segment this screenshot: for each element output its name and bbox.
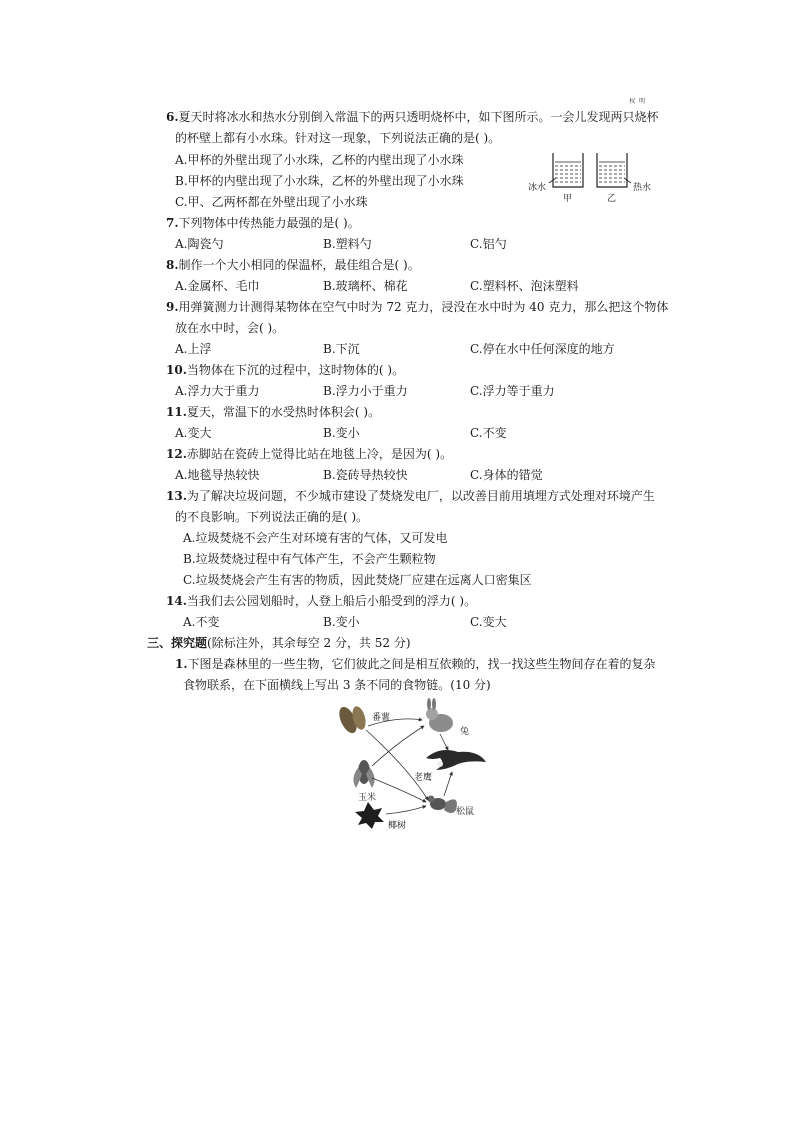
q7-stem-line — [166, 215, 360, 231]
rabbit-label: 兔 — [460, 727, 470, 737]
arrow-corn-to-rabbit — [372, 726, 424, 766]
q10-option-c: C.浮力等于重力 — [470, 384, 555, 398]
beakers-figure — [525, 150, 665, 206]
q9-stem-line1 — [166, 299, 668, 315]
q12-number: 12. — [166, 447, 187, 461]
q13-option-a: A.垃圾焚烧不会产生对环境有害的气体，又可发电 — [183, 531, 448, 545]
tree-label: 椰树 — [388, 821, 407, 831]
q12-option-b: B.瓷砖导热较快 — [323, 468, 408, 482]
q11-option-c: C.不变 — [470, 426, 507, 440]
beaker-yi-label: 乙 — [607, 194, 617, 204]
q13-stem-line1 — [166, 488, 655, 504]
q13-number: 13. — [166, 489, 187, 503]
section3-title: 三、探究题 — [147, 636, 208, 650]
q11-number: 11. — [166, 405, 187, 419]
p1-stem1: 下图是森林里的一些生物，它们彼此之间是相互依赖的，找一找这些生物间存在着的复杂 — [187, 657, 656, 671]
q12-stem: 赤脚站在瓷砖上觉得比站在地毯上冷，是因为( )。 — [186, 447, 453, 461]
corn-icon — [353, 760, 374, 788]
p1-number: 1. — [175, 657, 188, 671]
q7-option-b: B.塑料勺 — [323, 237, 372, 251]
q9-number: 9. — [166, 300, 179, 314]
q13-option-c: C.垃圾焚烧会产生有害的物质，因此焚烧厂应建在远离人口密集区 — [183, 573, 532, 587]
q14-stem-line — [166, 593, 476, 609]
q8-number: 8. — [166, 258, 179, 272]
q7-number: 7. — [166, 216, 179, 230]
q13-option-b: B.垃圾焚烧过程中有气体产生，不会产生颗粒物 — [183, 552, 436, 566]
q9-option-a: A.上浮 — [175, 342, 212, 356]
section3-heading — [147, 635, 411, 651]
q9-stem1: 用弹簧测力计测得某物体在空气中时为 72 克力，浸没在水中时为 40 克力，那么把这个物体 — [178, 300, 669, 314]
q8-stem-line — [166, 257, 420, 273]
beakers-illustration — [525, 150, 665, 206]
ice-water-label: 冰水 — [528, 183, 547, 193]
q6-stem2: 的杯壁上都有小水珠。针对这一现象，下列说法正确的是( )。 — [175, 131, 501, 145]
q10-number: 10. — [166, 363, 187, 377]
sweet-potato-icon — [336, 704, 368, 735]
rabbit-icon — [426, 698, 453, 732]
q6-option-c: C.甲、乙两杯都在外壁出现了小水珠 — [175, 195, 368, 209]
q11-option-a: A.变大 — [175, 426, 212, 440]
q9-option-c: C.停在水中任何深度的地方 — [470, 342, 615, 356]
q8-option-b: B.玻璃杯、棉花 — [323, 279, 408, 293]
p1-stem-line1 — [175, 656, 656, 672]
q14-number: 14. — [166, 594, 187, 608]
q9-stem2: 放在水中时，会( )。 — [175, 321, 285, 335]
beaker-jia-label: 甲 — [563, 194, 573, 204]
squirrel-icon — [428, 796, 457, 814]
q6-number: 6. — [166, 110, 179, 124]
squirrel-label: 松鼠 — [456, 807, 475, 817]
q6-stem1: 夏天时将冰水和热水分别倒入常温下的两只透明烧杯中，如下图所示。一会儿发现两只烧杯 — [178, 110, 659, 124]
corner-mark: 权 明 — [629, 98, 646, 105]
q9-option-b: B.下沉 — [323, 342, 360, 356]
hot-water-label: 热水 — [633, 183, 652, 193]
beaker-jia — [553, 153, 583, 187]
section3-note: (除标注外，其余每空 2 分，共 52 分) — [207, 636, 411, 650]
q12-option-a: A.地毯导热较快 — [175, 468, 260, 482]
sweet-potato-label: 番薯 — [372, 713, 391, 723]
q10-stem: 当物体在下沉的过程中，这时物体的( )。 — [186, 363, 405, 377]
q7-stem: 下列物体中传热能力最强的是( )。 — [178, 216, 360, 230]
beaker-yi — [597, 153, 627, 187]
arrow-squirrel-to-eagle — [444, 772, 452, 796]
q6-stem-line1 — [166, 109, 659, 125]
q11-option-b: B.变小 — [323, 426, 360, 440]
q11-stem-line — [166, 404, 380, 420]
q10-option-b: B.浮力小于重力 — [323, 384, 408, 398]
q14-option-a: A.不变 — [183, 615, 220, 629]
q10-stem-line — [166, 362, 404, 378]
p1-stem2: 食物联系，在下面横线上写出 3 条不同的食物链。(10 分) — [183, 678, 491, 692]
q14-option-b: B.变小 — [323, 615, 360, 629]
q12-option-c: C.身体的错觉 — [470, 468, 543, 482]
eagle-label: 老鹰 — [414, 773, 433, 783]
arrow-rabbit-to-eagle — [440, 734, 448, 750]
q8-stem: 制作一个大小相同的保温杯，最佳组合是( )。 — [178, 258, 420, 272]
q8-option-a: A.金属杯、毛巾 — [175, 279, 260, 293]
food-web-figure — [328, 698, 488, 830]
q6-option-a: A.甲杯的外壁出现了小水珠，乙杯的内壁出现了小水珠 — [175, 153, 464, 167]
arrow-tree-to-squirrel — [386, 806, 426, 814]
eagle-icon — [426, 750, 486, 770]
q7-option-c: C.铝勺 — [470, 237, 507, 251]
q10-option-a: A.浮力大于重力 — [175, 384, 260, 398]
q6-option-b: B.甲杯的内壁出现了小水珠，乙杯的外壁出现了小水珠 — [175, 174, 464, 188]
q12-stem-line — [166, 446, 452, 462]
q7-option-a: A.陶瓷勺 — [175, 237, 224, 251]
q11-stem: 夏天，常温下的水受热时体积会( )。 — [186, 405, 381, 419]
q13-stem1: 为了解决垃圾问题，不少城市建设了焚烧发电厂，以改善目前用填埋方式处理对环境产生 — [186, 489, 655, 503]
tree-icon — [355, 802, 384, 829]
q13-stem2: 的不良影响。下列说法正确的是( )。 — [175, 510, 369, 524]
corn-label: 玉米 — [358, 793, 377, 803]
q8-option-c: C.塑料杯、泡沫塑料 — [470, 279, 579, 293]
q14-option-c: C.变大 — [470, 615, 507, 629]
q14-stem: 当我们去公园划船时，人登上船后小船受到的浮力( )。 — [186, 594, 477, 608]
